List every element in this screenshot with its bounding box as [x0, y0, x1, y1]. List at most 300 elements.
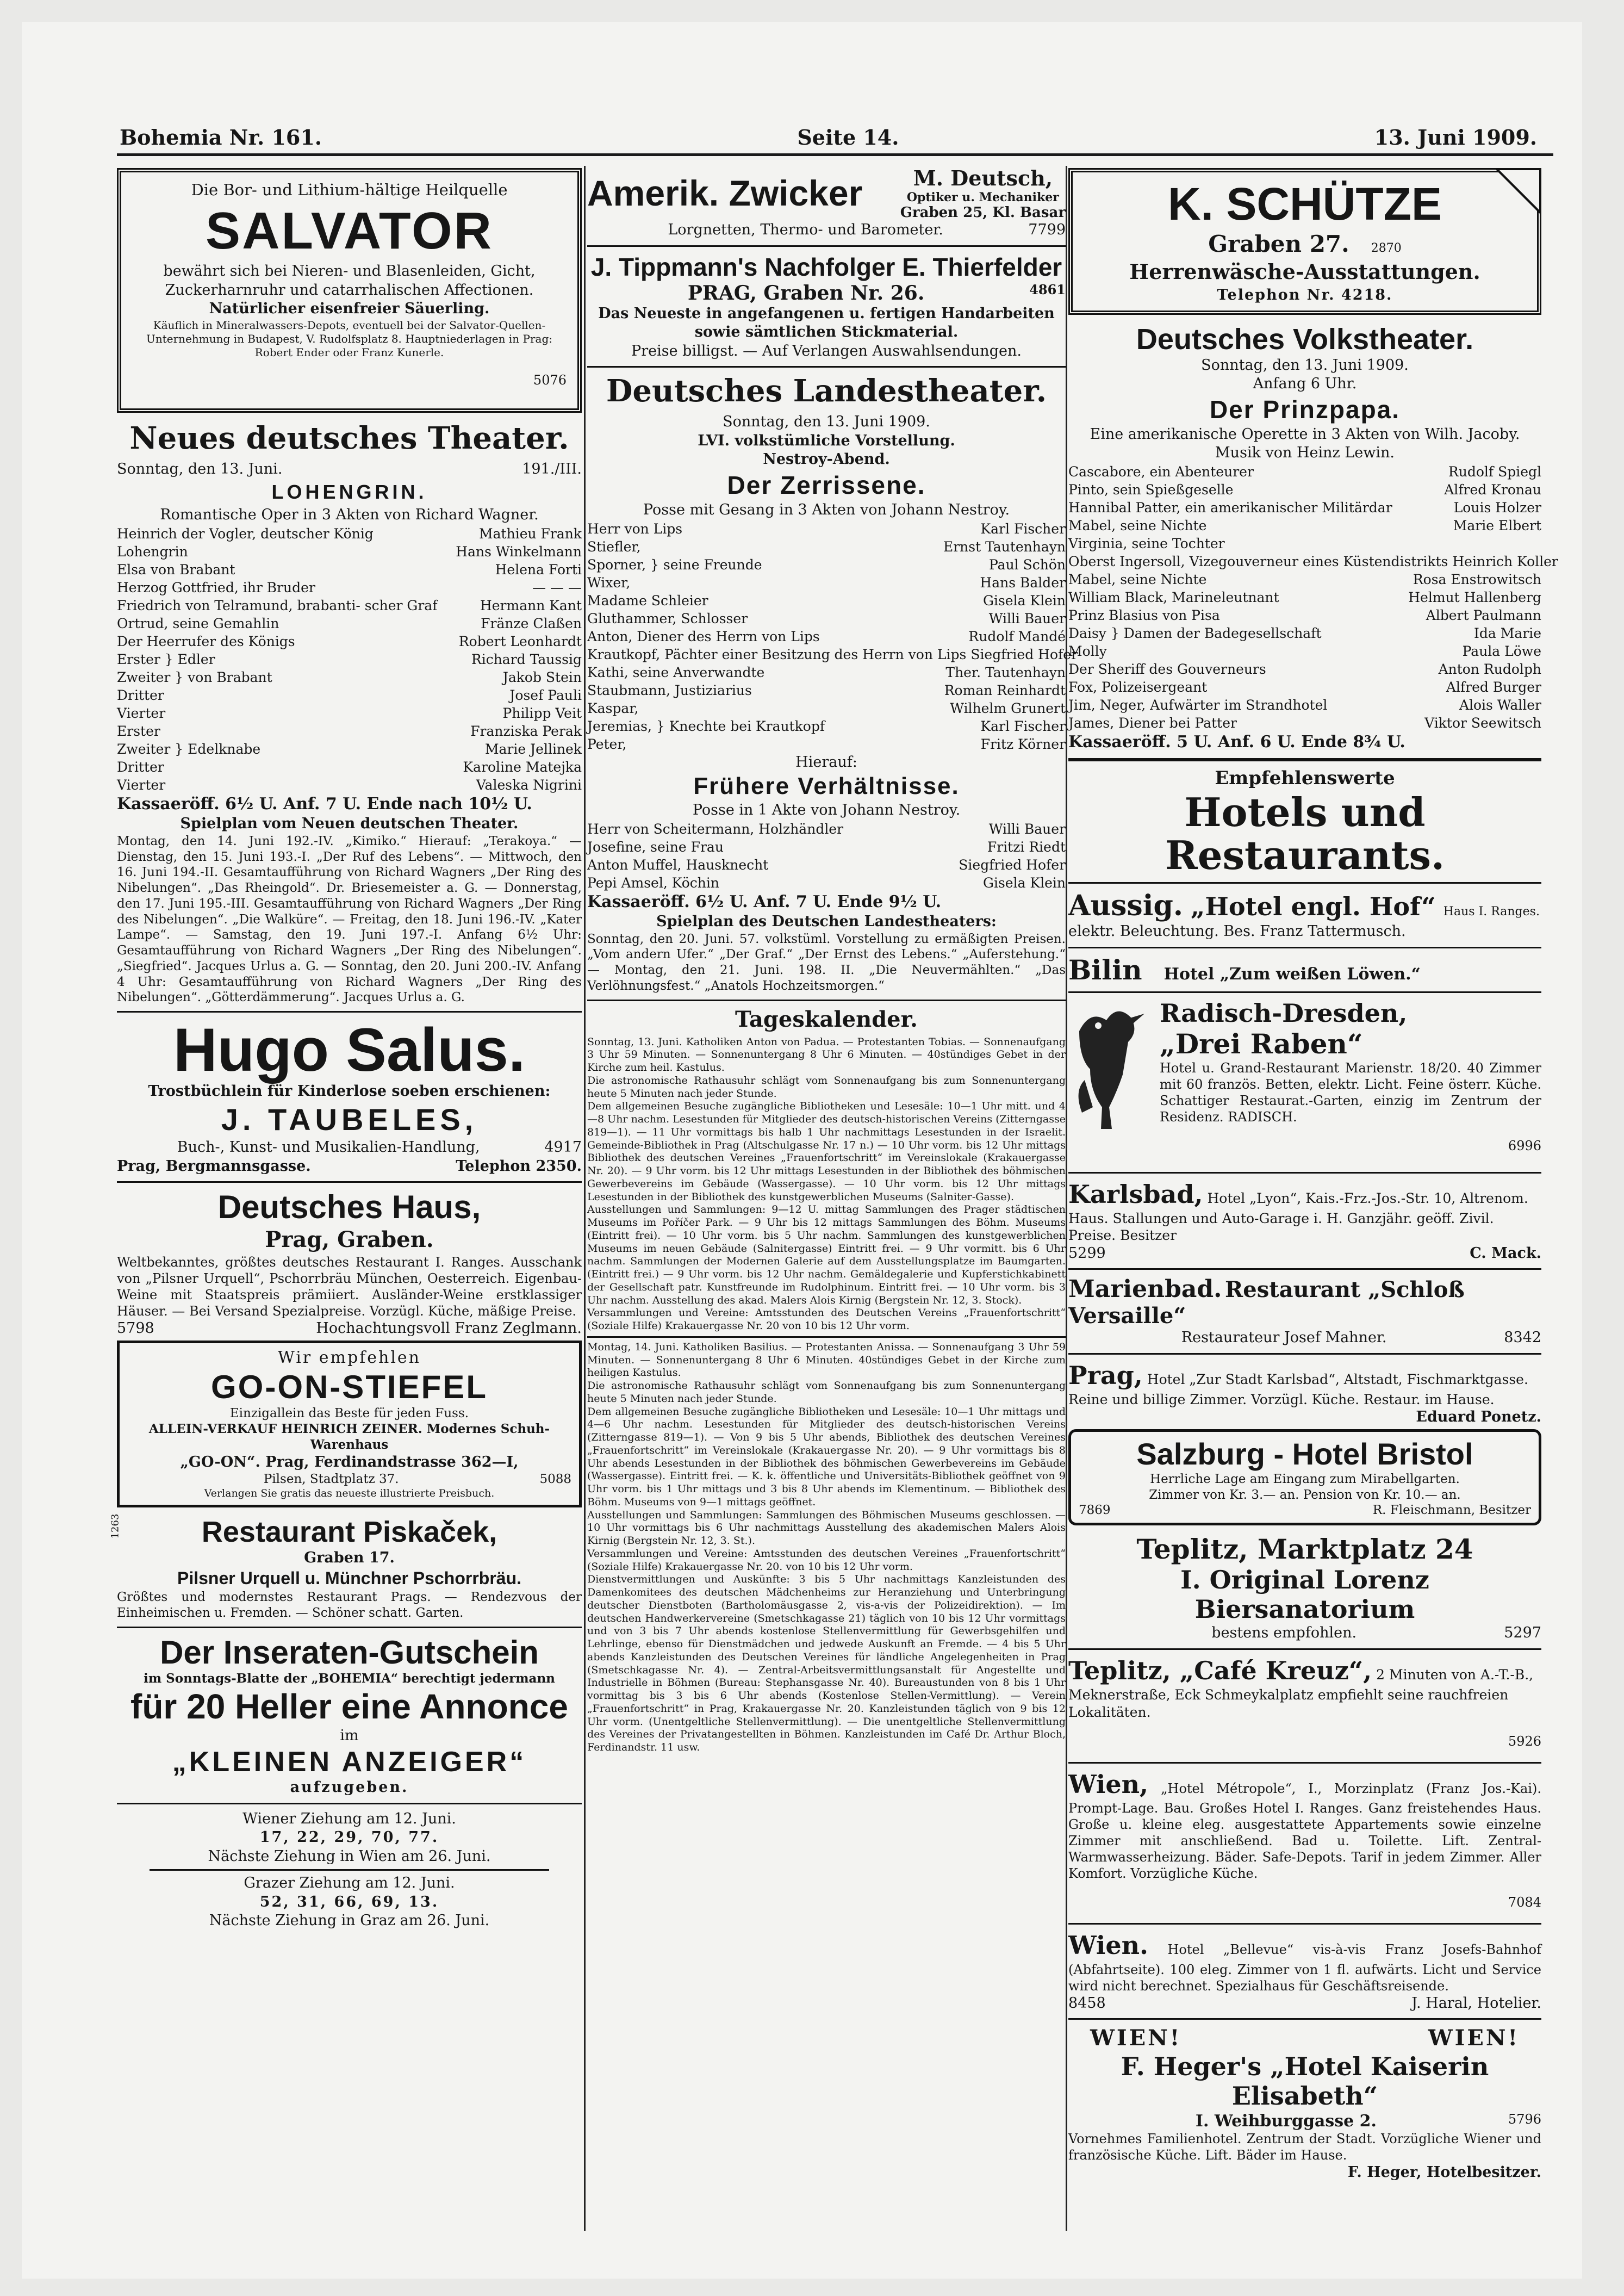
actor-name: Albert Paulmann [1426, 607, 1541, 623]
actor-name: Siegfried Hofer [970, 646, 1078, 662]
zwicker-line: Lorgnetten, Thermo- und Barometer. [668, 221, 943, 238]
karlsbad-owner: C. Mack. [1470, 1244, 1541, 1262]
bristol-name: Salzburg - Hotel Bristol [1136, 1436, 1473, 1471]
ndt-date: Sonntag, den 13. Juni. [117, 460, 283, 477]
role-name: Kathi, seine Anverwandte [587, 664, 765, 680]
actor-name: Gisela Klein [982, 874, 1066, 891]
actor-name: Wilhelm Grunert [950, 700, 1066, 716]
heger-ad [1068, 2025, 1541, 2182]
bellevue-num: 8458 [1068, 1994, 1106, 2012]
bellevue-city: Wien. [1068, 1931, 1149, 1960]
lotto-g1: Grazer Ziehung am 12. Juni. [244, 1875, 455, 1892]
heger-owner: F. Heger, Hotelbesitzer. [1347, 2164, 1541, 2181]
radisch-name: „Drei Raben“ [1160, 1027, 1363, 1060]
bristol-owner: R. Fleischmann, Besitzer [1372, 1503, 1531, 1518]
cast-row [587, 592, 1066, 610]
heger-num: 5796 [1508, 2112, 1541, 2127]
metro-city: Wien, [1068, 1769, 1149, 1799]
kreuz-name: Teplitz, „Café Kreuz“, [1068, 1655, 1372, 1685]
role-name: Jeremias, } Knechte bei Krautkopf [587, 718, 825, 734]
cast-row [117, 740, 582, 758]
kal-title: Tageskalender. [735, 1006, 918, 1032]
actor-name: Helmut Hallenberg [1408, 589, 1541, 605]
role-name: Erster } Edler [117, 651, 215, 668]
schuetze-line: Herrenwäsche-Ausstattungen. [1129, 259, 1480, 284]
separator [587, 366, 1066, 368]
role-name: Erster [117, 723, 160, 740]
ndt-plan-title: Spielplan vom Neuen deutschen Theater. [180, 815, 519, 833]
deutsches-haus-ad [117, 1188, 582, 1338]
cast-row [1068, 481, 1541, 499]
actor-name: Hans Balder [980, 574, 1066, 591]
separator [117, 1181, 582, 1183]
radisch-num: 6996 [1508, 1138, 1541, 1153]
ndt-plan: Montag, den 14. Juni 192.-IV. „Kimiko.“ Hierauf: „Terakoya.“ — Dienstag, den 15. Juni 193.-I. „Der Ruf des Lebens“. — Mittwoch, den 16. Juni 194.-II. Gesamtaufführung von Richard Wagners „Der Ring des Nibelungen“. „Das Rheingold“. Dr. Briesemeister a. G. — Donnerstag, den 17. Juni 195.-III. Gesamtaufführung von Richard Wagners „Der Ring des Nibelungen“. „Die Walküre“. — Freitag, den 18. Juni 196.-IV. „Kater Lampe“. — Samstag, den 19. Juni 197.-I. Anfang 6½ Uhr: Gesamtaufführung von Richard Wagners „Der Ring des Nibelungen“. „Siegfried“. Jacques Urlus a. G. — Sonntag, den 20. Juni 200.-IV. Anfang 4 Uhr: Gesamtaufführung von Richard Wagners „Der Ring des Nibelungen“. „Götterdämmerung“. Jacques Urlus a. G. [117, 834, 582, 1005]
separator [117, 1803, 582, 1804]
cast-row [587, 538, 1066, 556]
schuetze-name: K. SCHÜTZE [1168, 178, 1442, 229]
bristol-l1: Herrliche Lage am Eingang zum Mirabellgarten. [1150, 1472, 1460, 1486]
kal-p6: Montag, 14. Juni. Katholiken Basilius. — Protestanten Anissa. — Sonnenaufgang 3 Uhr 59 Minuten. — Sonnenuntergang 8 Uhr 6 Minuten. 40stündiges Gebet in der Kirche zum heiligen Kastulus. [587, 1341, 1066, 1379]
actor-name: Hermann Kant [480, 598, 582, 614]
teplitz-l2: I. Original Lorenz Biersanatorium [1180, 1565, 1429, 1624]
kal-p10: Versammlungen und Vereine: Amtsstunden des deutschen Vereines „Frauenfortschritt“ (Soziale Hilfe) Krakauergasse Nr. 20. von 10 bis 12 Uhr vorm. [587, 1547, 1066, 1573]
lotto-results [117, 1810, 582, 1931]
actor-name: Karl Fischer [980, 718, 1066, 734]
piskacek-sub: Graben 17. [304, 1549, 395, 1566]
salus-addr: Prag, Bergmannsgasse. [117, 1157, 311, 1175]
gutschein-l4: im [340, 1727, 359, 1745]
cast-row [587, 717, 1066, 735]
tageskalender [587, 1007, 1066, 1754]
salus-num: 4917 [544, 1139, 582, 1156]
role-name: Sporner, } seine Freunde [587, 556, 762, 573]
karlsbad-num: 5299 [1068, 1244, 1106, 1262]
actor-name: Rosa Enstrowitsch [1413, 571, 1541, 587]
role-name: Staubmann, Justiziarius [587, 682, 752, 698]
salvator-ad [117, 168, 582, 413]
dvt-start: Anfang 6 Uhr. [1253, 375, 1357, 393]
ldt-date: Sonntag, den 13. Juni 1909. [723, 413, 930, 431]
prag-city: Prag, [1068, 1360, 1143, 1390]
haus-num: 5798 [117, 1320, 154, 1337]
actor-name: Heinrich Koller [1452, 553, 1558, 569]
actor-name: Philipp Veit [502, 705, 582, 722]
role-name: Josefine, seine Frau [587, 839, 724, 855]
role-name: Molly [1068, 643, 1107, 659]
tippmann-name: J. Tippmann's Nachfolger E. Thierfelder [590, 252, 1062, 281]
cast-row [587, 874, 1066, 892]
metro-num: 7084 [1508, 1895, 1541, 1910]
tippmann-l1: Das Neueste in angefangenen u. fertigen Handarbeiten sowie sämtlichen Stickmaterial. [598, 305, 1055, 341]
separator [1068, 1172, 1541, 1174]
actor-name: Ida Marie [1474, 625, 1541, 641]
gutschein-l1: Der Inseraten-Gutschein [160, 1634, 539, 1671]
ldt-play2: Frühere Verhältnisse. [693, 773, 960, 800]
ndt-title: Neues deutsches Theater. [129, 420, 569, 456]
radisch-ad [1068, 998, 1541, 1166]
ldt-times: Kassaeröff. 6½ U. Anf. 7 U. Ende 9½ U. [587, 892, 942, 911]
salvator-line3: Natürlicher eisenfreier Säuerling. [209, 300, 490, 318]
folded-corner-icon [1497, 169, 1540, 213]
header-right: 13. Juni 1909. [1374, 125, 1537, 150]
role-name: Krautkopf, Pächter einer Besitzung des Herrn von Lips [587, 646, 967, 662]
radisch-city: Radisch-Dresden, [1160, 998, 1408, 1028]
cast-row [1068, 624, 1541, 642]
radisch-body: Hotel u. Grand-Restaurant Marienstr. 18/20. 40 Zimmer mit 60 französ. Betten, elektr. Licht. Feine österr. Küche. Schattiger Restaurat.-Garten, einzig im Zentrum der Residenz. RADISCH. [1160, 1060, 1541, 1125]
goon-l3: „GO-ON“. Prag, Ferdinandstrasse 362—I, [180, 1453, 519, 1470]
marienbad-num: 8342 [1504, 1329, 1541, 1346]
cast-row [587, 838, 1066, 856]
cast-row [117, 579, 582, 597]
lotto-w1: Wiener Ziehung am 12. Juni. [242, 1810, 456, 1827]
bellevue-body: Hotel „Bellevue“ vis-à-vis Franz Josefs-Bahnhof (Abfahrtseite). 100 eleg. Zimmer von 1 fl. aufwärts. Licht und Service wird nicht berechnet. Spezialhaus für Geschäftsreisende. [1068, 1942, 1541, 1994]
role-name: Jim, Neger, Aufwärter im Strandhotel [1068, 697, 1328, 713]
role-name: Heinrich der Vogler, deutscher König [117, 526, 374, 542]
cast-row [587, 520, 1066, 538]
actor-name: Jakob Stein [502, 669, 582, 686]
ndt-section [117, 420, 582, 1006]
salvator-num: 5076 [533, 372, 567, 388]
piskacek-beer: Pilsner Urquell u. Münchner Pschorrbräu. [177, 1568, 521, 1588]
schuetze-addr: Graben 27. [1208, 231, 1349, 257]
kal-p7: Die astronomische Rathausuhr schlägt vom Sonnenaufgang bis zum Sonnenuntergang heute 5 Minuten nach jeder Stunde. [587, 1380, 1066, 1405]
teplitz-num: 5297 [1504, 1624, 1541, 1642]
column-3 [1068, 166, 1558, 2231]
dvt-play: Der Prinzpapa. [1209, 395, 1401, 424]
marienbad-city: Marienbad. [1068, 1275, 1222, 1304]
ldt-sub: Posse mit Gesang in 3 Akten von Johann Nestroy. [643, 501, 1010, 519]
lotto-w3: Nächste Ziehung in Wien am 26. Juni. [208, 1847, 491, 1865]
ndt-times: Kassaeröff. 6½ U. Anf. 7 U. Ende nach 10½ U. [117, 795, 532, 814]
role-name: Daisy } Damen der Badegesellschaft [1068, 625, 1322, 641]
goon-l2: ALLEIN-VERKAUF HEINRICH ZEINER. Modernes Schuh-Warenhaus [148, 1422, 550, 1452]
role-name: Anton, Diener des Herrn von Lips [587, 628, 820, 644]
zwicker-ad [587, 166, 1066, 240]
actor-name: Marie Jellinek [484, 741, 582, 758]
cast-row [117, 704, 582, 722]
zwicker-firm: M. Deutsch, [913, 166, 1053, 190]
role-name: Zweiter } Edelknabe [117, 741, 261, 758]
cast-row [587, 610, 1066, 628]
role-name: Friedrich von Telramund, brabanti- scher Graf [117, 598, 438, 614]
role-name: Mabel, seine Nichte [1068, 517, 1207, 533]
dvt-cast-list [1068, 463, 1558, 732]
actor-name: Rudolf Mandé [968, 628, 1066, 644]
salus-tel: Telephon 2350. [456, 1157, 582, 1175]
salus-shop: J. TAUBELES, [221, 1102, 478, 1137]
cast-row [117, 722, 582, 740]
cast-row [587, 820, 1066, 838]
header-center: Seite 14. [797, 125, 899, 150]
cast-row [117, 525, 582, 543]
bristol-ad [1068, 1429, 1541, 1525]
salus-line1: Trostbüchlein für Kinderlose soeben erschienen: [148, 1082, 551, 1100]
salvator-lead: Die Bor- und Lithium-hältige Heilquelle [191, 181, 508, 199]
piskacek-body: Größtes und modernstes Restaurant Prags. — Rendezvous der Einheimischen u. Fremden. — Schöner schatt. Garten. [117, 1590, 582, 1620]
actor-name: Marie Elbert [1453, 517, 1541, 533]
actor-name: Ernst Tautenhayn [943, 538, 1066, 555]
goon-ad [117, 1341, 582, 1507]
kal-p9: Ausstellungen und Sammlungen: Sammlungen des Böhmischen Museums geschlossen. — 10 Uhr vormittags bis 6 Uhr nachmittags Ausstellung des akademischen Malers Alois Kirnig (Bergstein Nr. 12, 3. St.). [587, 1509, 1066, 1547]
role-name: Mabel, seine Nichte [1068, 571, 1207, 587]
kreuz-num: 5926 [1508, 1733, 1541, 1749]
cast-row [1068, 588, 1541, 606]
role-name: Madame Schleier [587, 592, 708, 609]
role-name: Herr von Lips [587, 520, 683, 537]
role-name: Herr von Scheitermann, Holzhändler [587, 821, 844, 837]
actor-name: Fränze Claßen [481, 616, 582, 632]
goon-name: GO-ON-STIEFEL [211, 1369, 488, 1406]
header-rule [117, 153, 1553, 156]
actor-name: Willi Bauer [988, 610, 1066, 626]
cafe-kreuz-ad [1068, 1655, 1541, 1749]
piskacek-side: 1263 [109, 1513, 121, 1539]
piskacek-name: Restaurant Piskaček, [201, 1515, 497, 1548]
actor-name: Alfred Burger [1446, 679, 1541, 695]
cast-row [117, 615, 582, 632]
gutschein-l5: „KLEINEN ANZEIGER“ [172, 1746, 527, 1778]
role-name: Herzog Gottfried, ihr Bruder [117, 580, 315, 596]
actor-name: Paula Löwe [1462, 643, 1541, 659]
role-name: Der Sheriff des Gouverneurs [1068, 661, 1266, 677]
goon-l5: Verlangen Sie gratis das neueste illustrierte Preisbuch. [204, 1487, 495, 1499]
role-name: Der Heerrufer des Königs [117, 634, 295, 650]
bellevue-owner: J. Haral, Hotelier. [1411, 1994, 1541, 2012]
column-divider-2 [1066, 166, 1067, 2231]
role-name: Stiefler, [587, 538, 641, 555]
cast-row [117, 543, 582, 561]
bellevue-ad [1068, 1930, 1541, 2013]
cast-row [587, 574, 1066, 592]
actor-name: Willi Bauer [988, 821, 1066, 837]
role-name: Kaspar, [587, 700, 639, 716]
tippmann-num: 4861 [1029, 281, 1066, 297]
role-name: James, Diener bei Patter [1068, 715, 1237, 731]
aussig-rank: Haus I. Ranges. [1443, 905, 1540, 919]
separator [1068, 1353, 1541, 1355]
schuetze-num: 2870 [1371, 241, 1402, 255]
kal-p5: Versammlungen und Vereine: Amtsstunden des Deutschen Vereins „Frauenfortschritt“ (Soziale Hilfe) Krakauergasse Nr. 20 von 10 bis 12 Uhr vorm. [587, 1307, 1066, 1332]
separator [1068, 1762, 1541, 1764]
cast-row [117, 686, 582, 704]
metro-body: „Hotel Métropole“, I., Morzinplatz (Franz Jos.-Kai). Prompt-Lage. Bau. Großes Hotel I. Ranges. Ganz freistehendes Haus. Große u. kleine eleg. ausgestattete Appartements sowie einzelne Zimmer mit anschließend. Bad u. Toilette. Lift. Zentral-Warmwasserheizung. Bäder. Safe-Depots. Tarif in jedem Zimmer. Aller Komfort. Vorzügliche Küche. [1068, 1780, 1541, 1882]
separator [117, 1627, 582, 1628]
bilin-ad [1068, 954, 1541, 986]
actor-name: Karl Fischer [980, 520, 1066, 537]
cast-row [1068, 606, 1541, 624]
role-name: Dritter [117, 759, 164, 775]
actor-name: Roman Reinhardt [944, 682, 1066, 698]
role-name: Virginia, seine Tochter [1068, 535, 1225, 551]
kal-p2: Die astronomische Rathausuhr schlägt vom Sonnenaufgang bis zum Sonnenuntergang heute 5 Minuten nach jeder Stunde. [587, 1074, 1066, 1100]
cast-row [1068, 660, 1541, 678]
actor-name: Siegfried Hofer [959, 857, 1066, 873]
separator [1068, 947, 1541, 948]
separator [587, 245, 1066, 247]
hotels-heading [1068, 767, 1541, 877]
role-name: Hannibal Patter, ein amerikanischer Militärdar [1068, 499, 1392, 516]
heger-name: F. Heger's „Hotel Kaiserin Elisabeth“ [1121, 2052, 1489, 2111]
role-name: Pepi Amsel, Köchin [587, 874, 719, 891]
role-name: Wixer, [587, 574, 631, 591]
separator [150, 1869, 549, 1871]
actor-name: Alois Waller [1459, 697, 1541, 713]
bristol-num: 7869 [1079, 1503, 1111, 1518]
salvator-line2: Zuckerharnruhr und catarrhalischen Affectionen. [165, 281, 534, 299]
column-1 [109, 166, 582, 2231]
goon-num: 5088 [539, 1472, 571, 1487]
marienbad-line: Restaurateur Josef Mahner. [1181, 1329, 1387, 1346]
prag-hotel-ad [1068, 1360, 1541, 1427]
lotto-g3: Nächste Ziehung in Graz am 26. Juni. [209, 1912, 490, 1929]
actor-name: Valeska Nigrini [476, 777, 582, 793]
cast-row [587, 646, 1078, 663]
ldt-play: Der Zerrissene. [727, 471, 926, 500]
cast-row [1068, 535, 1541, 553]
separator [587, 1000, 1066, 1001]
actor-name: Helena Forti [495, 562, 582, 578]
actor-name: Viktor Seewitsch [1424, 715, 1541, 731]
actor-name: Rudolf Spiegl [1448, 463, 1541, 480]
ldt-cast-list [587, 520, 1078, 753]
actor-name: Karoline Matejka [463, 759, 582, 775]
role-name: Vierter [117, 705, 166, 722]
actor-name: Robert Leonhardt [458, 634, 582, 650]
role-name: Peter, [587, 736, 627, 752]
separator [1068, 758, 1541, 761]
piskacek-ad [109, 1513, 582, 1621]
karlsbad-body: Hotel „Lyon“, Kais.-Frz.-Jos.-Str. 10, Altrenom. Haus. Stallungen und Auto-Garage i. H. Ganzjähr. geöff. Zivil. Preise. Besitzer [1068, 1190, 1528, 1244]
kal-p1: Sonntag, 13. Juni. Katholiken Anton von Padua. — Protestanten Tobias. — Sonnenaufgang 3 Uhr 59 Minuten. — Sonnenuntergang 8 Uhr 6 Minuten. — 40stündiges Gebet in der Kirche zum heil. Kastulus. [587, 1035, 1066, 1074]
role-name: William Black, Marineleutnant [1068, 589, 1279, 605]
actor-name: Ther. Tautenhayn [945, 664, 1066, 680]
role-name: Lohengrin [117, 544, 188, 560]
column-divider-1 [584, 166, 586, 2231]
actor-name: Paul Schön [988, 556, 1066, 573]
dvt-title: Deutsches Volkstheater. [1136, 322, 1474, 356]
haus-sign: Hochachtungsvoll Franz Zeglmann. [316, 1320, 582, 1337]
actor-name: Fritzi Riedt [987, 839, 1066, 855]
cast-row [117, 776, 582, 794]
page-header [120, 117, 1537, 150]
kal-p4: Ausstellungen und Sammlungen: 9—12 U. mittag Sammlungen des Prager städtischen Museums im Poříčer Park. — 9 Uhr bis 12 mittags Sammlungen des Böhm. Museums (Eintritt frei). — 10 Uhr vorm. bis 5 Uhr nachm. Sammlungen des kunstgewerblichen Museums im neuen Gebäude (Salnitergasse) Eintritt frei. — 9 Uhr vormitt. bis 6 Uhr nachm. Sammlungen der Modernen Galerie auf dem Ausstellungsplatze im Baumgarten. (Eintritt frei.) — 9 Uhr vorm. bis 12 Uhr nachm. Gemäldegalerie und Kupferstichkabinett der Gesellschaft patr. Kunstfreunde im Rudolphinum. Eintritt frei. — 10 Uhr vorm. bis 3 Uhr nachm. Ausstellung des akad. Malers Alois Kirnig (Bergstein Nr. 12, 3. Stock). [587, 1203, 1066, 1306]
schuetze-tel: Telephon Nr. 4218. [1217, 287, 1393, 303]
teplitz-l3: bestens empfohlen. [1211, 1624, 1357, 1642]
actor-name: Mathieu Frank [479, 526, 582, 542]
salus-line2: Buch-, Kunst- und Musikalien-Handlung, [177, 1139, 480, 1156]
aussig-name: „Hotel engl. Hof“ [1190, 892, 1436, 922]
dvt-times: Kassaeröff. 5 U. Anf. 6 U. Ende 8¾ U. [1068, 732, 1405, 752]
ldt-section [587, 373, 1078, 994]
gutschein-ad [117, 1634, 582, 1797]
actor-name: — — — [532, 580, 582, 596]
separator [1068, 1923, 1541, 1925]
role-name: Ortrud, seine Gemahlin [117, 616, 279, 632]
separator [1068, 1268, 1541, 1270]
lotto-w2: 17, 22, 29, 70, 77. [259, 1829, 439, 1846]
ldt-perf2: Nestroy-Abend. [763, 451, 890, 468]
cast-row [587, 699, 1066, 717]
heger-addr: I. Weihburggasse 2. [1195, 2112, 1377, 2131]
kal-p11: Dienstvermittlungen und Auskünfte: 3 bis 5 Uhr nachmittags Kanzleistunden des Damenkomitees des deutschen Mädchenheims zur Heranziehung und Unterbringung deutscher Dienstboten (Bartholomäusgasse 2, vis-a-vis der Polizeidirektion). — Im deutschen Handwerkervereine (Smetschkagasse 21) täglich von 10 bis 12 Uhr vormittags und von 3 bis 7 Uhr abends kostenlose Stellenvermittlung für Gewerbsgehilfen und Lehrlinge, ebenso für Dienstmädchen und jedwede Auskunft an Fremde. — 4 bis 5 Uhr abends Kanzleistunden des Deutschen Vereines für ländliche Angelegenheiten in Prag (Smetschkagasse Nr. 4). — Zentral-Arbeitsvermittlungsanstalt für Angestellte und Industrielle in Böhmen (Bureau: Stephansgasse Nr. 40). Bureaustunden von 8 bis 1 Uhr vormittag bis 3 bis 6 Uhr abends (Kostenlose Stellen-Vermittlung). — Verein „Frauenfortschritt“ in Prag, Krakauergasse Nr. 20. Kanzleistunden täglich von 9 bis 12 Uhr vorm. (Unentgeltliche Stellenvermittlung). — Die unentgeltliche Stellenvermittlung des Vereines der Privatangestellten in Böhmen. Kanzleistunden im Café Dr. Arthur Bloch, Ferdinandstr. 11 usw. [587, 1573, 1066, 1754]
ldt-title: Deutsches Landestheater. [606, 373, 1047, 409]
ldt-sub2: Posse in 1 Akte von Johann Nestroy. [692, 802, 961, 819]
role-name: Anton Muffel, Hausknecht [587, 857, 769, 873]
hotels-title: Hotels und Restaurants. [1165, 789, 1445, 878]
ravens-icon [1068, 998, 1150, 1134]
aussig-ad [1068, 889, 1541, 941]
bilin-city: Bilin [1068, 953, 1142, 986]
actor-name: Josef Pauli [509, 687, 582, 704]
dvt-date: Sonntag, den 13. Juni 1909. [1201, 356, 1409, 374]
haus-body: Weltbekanntes, größtes deutsches Restaurant I. Ranges. Ausschank von „Pilsner Urquell“, Pschorrbräu München, Oesterreich. Eigenbau-Weine mit Staatspreis prämiiert. Ausländer-Weine erstklassiger Häuser. — Bei Versand Spezialpreise. Vorzügl. Küche, mäßige Preise. [117, 1255, 582, 1319]
actor-name: Gisela Klein [982, 592, 1066, 609]
bristol-l2: Zimmer von Kr. 3.— an. Pension von Kr. 10.— an. [1149, 1487, 1461, 1502]
ldt-perf: LVI. volkstümliche Vorstellung. [698, 432, 955, 449]
separator [1068, 882, 1541, 884]
cast-row [587, 681, 1066, 699]
goon-l1: Einzigallein das Beste für jeden Fuss. [229, 1406, 469, 1421]
role-name: Zweiter } von Brabant [117, 669, 272, 686]
salus-ad [117, 1018, 582, 1176]
role-name: Elsa von Brabant [117, 562, 235, 578]
zwicker-addr: Graben 25, Kl. Basar [900, 204, 1066, 221]
separator [1068, 1648, 1541, 1650]
kreuz-body: 2 Minuten von A.-T.-B., Meknerstraße, Eck Schmeykalplatz empfiehlt seine rauchfreien Lokalitäten. [1068, 1666, 1534, 1720]
marienbad-ad [1068, 1275, 1541, 1348]
aussig-city: Aussig. [1068, 889, 1183, 923]
actor-name: Richard Taussig [471, 651, 582, 668]
aussig-line: elektr. Beleuchtung. Bes. Franz Tattermusch. [1068, 923, 1406, 940]
ndt-cast-list [117, 525, 582, 794]
metropole-ad [1068, 1769, 1541, 1910]
haus-title: Deutsches Haus, [217, 1189, 481, 1226]
dvt-section [1068, 322, 1558, 753]
heger-w1: WIEN! [1090, 2025, 1182, 2051]
cast-row [587, 856, 1066, 874]
cast-row [117, 758, 582, 776]
actor-name: Fritz Körner [980, 736, 1066, 752]
ldt-plan: Sonntag, den 20. Juni. 57. volkstüml. Vorstellung zu ermäßigten Preisen. „Vom andern Ufer.“ „Der Graf.“ „Der Ernst des Lebens.“ „Auferstehung.“ — Montag, den 21. Juni. 198. II. „Die Neuvermählten.“ „Das Verlöhnungsfest.“ „Anatols Hochzeitsmorgen.“ [587, 932, 1066, 993]
cast-row [117, 597, 582, 615]
teplitz-l1: Teplitz, Marktplatz 24 [1136, 1533, 1473, 1566]
role-name: Pinto, sein Spießgeselle [1068, 481, 1234, 498]
cast-row [117, 650, 582, 668]
kal-p8: Dem allgemeinen Besuche zugängliche Bibliotheken und Lesesäle: 10—1 Uhr mittags und 4—6 Uhr nachm. Lesestunden für Mitglieder des deutsch-historischen Vereins (Zitterngasse 819—1). — Von 9 bis 5 Uhr abends, Bibliothek des deutschen Vereines „Frauenfortschritt“ im Vereinslokale (Krakauergasse Nr. 20). — 9 Uhr vormittags bis 8 Uhr abends Lesestunden in der Bibliothek des böhmischen Gewerbevereins im Gebäude (Wassergasse). Eintritt frei. — K. k. öffentliche und Universitäts-Bibliothek geöffnet von 9 Uhr vorm. bis 1 Uhr mittags und 3 bis 8 Uhr abends im Klementinum. — Bibliothek des Böhm. Museums von 9—1 mittags geöffnet. [587, 1405, 1066, 1508]
role-name: Dritter [117, 687, 164, 704]
tippmann-addr: PRAG, Graben Nr. 26. [687, 281, 925, 305]
actor-name: Alfred Kronau [1444, 481, 1541, 498]
ndt-opera: LOHENGRIN. [271, 481, 427, 504]
ldt-cast-list-2 [587, 820, 1066, 892]
role-name: Prinz Blasius von Pisa [1068, 607, 1220, 623]
tippmann-l2: Preise billigst. — Auf Verlangen Auswahlsendungen. [631, 342, 1022, 359]
gutschein-l3: für 20 Heller eine Annonce [130, 1687, 568, 1727]
cast-row [117, 668, 582, 686]
hotels-lead: Empfehlenswerte [1215, 767, 1395, 790]
lotto-g2: 52, 31, 66, 69, 13. [259, 1893, 439, 1910]
role-name: Oberst Ingersoll, Vizegouverneur eines Küstendistrikts [1068, 553, 1448, 569]
salvator-line1: bewährt sich bei Nieren- und Blasenleiden, Gicht, [163, 263, 536, 280]
actor-name: Anton Rudolph [1438, 661, 1541, 677]
haus-sub: Prag, Graben. [265, 1227, 434, 1253]
separator [1068, 2018, 1541, 2020]
zwicker-name: Amerik. Zwicker [587, 172, 863, 213]
cast-row [1068, 714, 1541, 732]
cast-row [1068, 463, 1541, 481]
cast-row [1068, 517, 1541, 535]
